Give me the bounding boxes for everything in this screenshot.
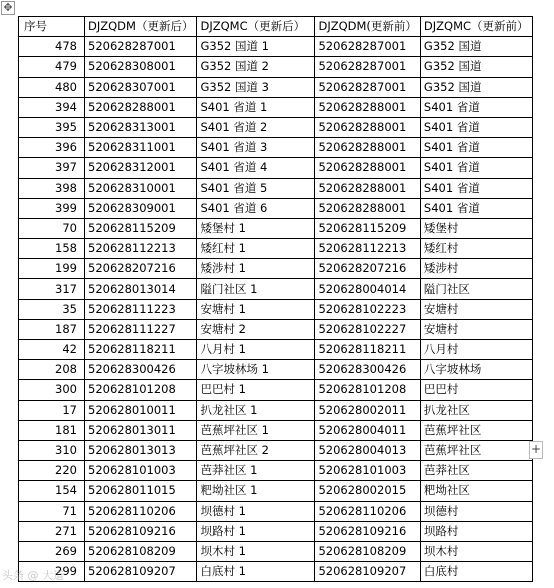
cell-name-before[interactable]: G352 国道 bbox=[420, 77, 532, 97]
cell-name-before[interactable]: 芭蕉坪社区 bbox=[420, 420, 532, 440]
cell-name-before[interactable]: 矮涉村 bbox=[420, 259, 532, 279]
cell-name-after[interactable]: 八字坡林场 1 bbox=[197, 360, 315, 380]
table-row bbox=[19, 481, 533, 501]
cell-code-after[interactable]: 520628111227 bbox=[85, 319, 197, 339]
cell-code-after[interactable]: 520628112213 bbox=[85, 239, 197, 259]
cell-name-before[interactable]: 八月村 bbox=[420, 340, 532, 360]
cell-code-after[interactable]: 520628010011 bbox=[85, 400, 197, 420]
cell-name-after[interactable]: 巴巴村 1 bbox=[197, 380, 315, 400]
cell-index[interactable]: 271 bbox=[19, 521, 85, 541]
cell-code-after[interactable]: 520628308001 bbox=[85, 57, 197, 77]
cell-index[interactable]: 317 bbox=[19, 279, 85, 299]
cell-name-after[interactable]: 扒龙社区 1 bbox=[197, 400, 315, 420]
cell-index[interactable]: 208 bbox=[19, 360, 85, 380]
cell-name-before[interactable]: S401 省道 bbox=[420, 97, 532, 117]
cell-code-after[interactable]: 520628207216 bbox=[85, 259, 197, 279]
cell-index[interactable]: 397 bbox=[19, 158, 85, 178]
cell-code-after[interactable]: 520628108209 bbox=[85, 541, 197, 561]
table-row bbox=[19, 117, 533, 137]
cell-name-before[interactable]: 白底村 bbox=[420, 562, 532, 582]
table-row bbox=[19, 440, 533, 460]
header-cell-name-before: DJZQMC（更新前） bbox=[420, 17, 532, 37]
header-cell-index: 序号 bbox=[19, 17, 85, 37]
cell-code-before[interactable]: 520628109216 bbox=[315, 521, 420, 541]
cell-index[interactable]: 299 bbox=[19, 562, 85, 582]
cell-code-before[interactable]: 520628287001 bbox=[315, 57, 420, 77]
table-row bbox=[19, 218, 533, 238]
table-row bbox=[19, 360, 533, 380]
cell-name-before[interactable]: 安塘村 bbox=[420, 299, 532, 319]
cell-index[interactable]: 479 bbox=[19, 57, 85, 77]
cell-name-after[interactable]: 白底村 1 bbox=[197, 562, 315, 582]
cell-code-after[interactable]: 520628013011 bbox=[85, 420, 197, 440]
cell-name-after[interactable]: S401 省道 1 bbox=[197, 97, 315, 117]
cell-name-after[interactable]: S401 省道 5 bbox=[197, 178, 315, 198]
cell-index[interactable]: 396 bbox=[19, 138, 85, 158]
table-header-row bbox=[19, 17, 533, 37]
cell-index[interactable]: 199 bbox=[19, 259, 85, 279]
table-row bbox=[19, 340, 533, 360]
table-row bbox=[19, 380, 533, 400]
cell-code-before[interactable]: 520628002015 bbox=[315, 481, 420, 501]
table-row bbox=[19, 37, 533, 57]
cell-name-before[interactable]: G352 国道 bbox=[420, 57, 532, 77]
cell-name-after[interactable]: S401 省道 3 bbox=[197, 138, 315, 158]
cell-index[interactable]: 187 bbox=[19, 319, 85, 339]
cell-index[interactable]: 71 bbox=[19, 501, 85, 521]
cell-index[interactable]: 70 bbox=[19, 218, 85, 238]
cell-name-after[interactable]: 坝德村 1 bbox=[197, 501, 315, 521]
table-row bbox=[19, 138, 533, 158]
cell-name-after[interactable]: S401 省道 6 bbox=[197, 198, 315, 218]
cell-code-before[interactable]: 520628101208 bbox=[315, 380, 420, 400]
cell-index[interactable]: 269 bbox=[19, 541, 85, 561]
table-row bbox=[19, 259, 533, 279]
cell-code-before[interactable]: 520628004011 bbox=[315, 420, 420, 440]
cell-code-after[interactable]: 520628312001 bbox=[85, 158, 197, 178]
cell-name-before[interactable]: 坝德村 bbox=[420, 501, 532, 521]
cell-name-before[interactable]: 巴巴村 bbox=[420, 380, 532, 400]
cell-code-before[interactable]: 520628288001 bbox=[315, 198, 420, 218]
cell-code-after[interactable]: 520628313001 bbox=[85, 117, 197, 137]
cell-code-before[interactable]: 520628288001 bbox=[315, 138, 420, 158]
data-table bbox=[18, 16, 533, 582]
cell-index[interactable]: 478 bbox=[19, 37, 85, 57]
cell-code-after[interactable]: 520628101208 bbox=[85, 380, 197, 400]
cell-name-after[interactable]: G352 国道 1 bbox=[197, 37, 315, 57]
header-cell-code-before: DJZQDM(更新前） bbox=[315, 17, 420, 37]
cell-name-before[interactable]: 八字坡林场 bbox=[420, 360, 532, 380]
cell-code-before[interactable]: 520628287001 bbox=[315, 77, 420, 97]
header-cell-code-after: DJZQDM（更新后） bbox=[85, 17, 197, 37]
cell-name-before[interactable]: 安塘村 bbox=[420, 319, 532, 339]
cell-code-before[interactable]: 520628110206 bbox=[315, 501, 420, 521]
cell-code-after[interactable]: 520628288001 bbox=[85, 97, 197, 117]
cell-index[interactable]: 181 bbox=[19, 420, 85, 440]
cell-name-before[interactable]: S401 省道 bbox=[420, 117, 532, 137]
cell-index[interactable]: 35 bbox=[19, 299, 85, 319]
cell-name-before[interactable]: 粑坳社区 bbox=[420, 481, 532, 501]
cell-code-after[interactable]: 520628110206 bbox=[85, 501, 197, 521]
cell-index[interactable]: 310 bbox=[19, 440, 85, 460]
cell-index[interactable]: 395 bbox=[19, 117, 85, 137]
cell-code-after[interactable]: 520628115209 bbox=[85, 218, 197, 238]
cell-name-after[interactable]: 安塘村 2 bbox=[197, 319, 315, 339]
cell-name-before[interactable]: 芭莽社区 bbox=[420, 461, 532, 481]
cell-name-after[interactable]: 芭莽社区 1 bbox=[197, 461, 315, 481]
cell-code-before[interactable]: 520628115209 bbox=[315, 218, 420, 238]
cell-name-before[interactable]: S401 省道 bbox=[420, 158, 532, 178]
cell-name-after[interactable]: 粑坳社区 1 bbox=[197, 481, 315, 501]
table-row bbox=[19, 57, 533, 77]
cell-name-before[interactable]: S401 省道 bbox=[420, 198, 532, 218]
table-row bbox=[19, 239, 533, 259]
cell-code-before[interactable]: 520628101003 bbox=[315, 461, 420, 481]
cell-name-after[interactable]: 芭蕉坪社区 1 bbox=[197, 420, 315, 440]
table-row bbox=[19, 521, 533, 541]
table-row bbox=[19, 461, 533, 481]
cell-index[interactable]: 42 bbox=[19, 340, 85, 360]
cell-code-before[interactable]: 520628118211 bbox=[315, 340, 420, 360]
add-column-icon[interactable]: + bbox=[529, 441, 543, 459]
cell-index[interactable]: 154 bbox=[19, 481, 85, 501]
cell-name-before[interactable]: 坝木村 bbox=[420, 541, 532, 561]
table-body bbox=[19, 17, 533, 582]
table-row bbox=[19, 319, 533, 339]
cell-index[interactable]: 480 bbox=[19, 77, 85, 97]
cell-code-after[interactable]: 520628287001 bbox=[85, 37, 197, 57]
cell-code-after[interactable]: 520628300426 bbox=[85, 360, 197, 380]
cell-code-after[interactable]: 520628311001 bbox=[85, 138, 197, 158]
cell-code-after[interactable]: 520628309001 bbox=[85, 198, 197, 218]
table-row bbox=[19, 420, 533, 440]
cell-code-before[interactable]: 520628002011 bbox=[315, 400, 420, 420]
cell-code-after[interactable]: 520628101003 bbox=[85, 461, 197, 481]
cell-code-after[interactable]: 520628013013 bbox=[85, 440, 197, 460]
table-move-handle-icon[interactable]: ✥ bbox=[1, 1, 15, 15]
cell-name-after[interactable]: 坝木村 1 bbox=[197, 541, 315, 561]
cell-code-before[interactable]: 520628288001 bbox=[315, 117, 420, 137]
watermark: 头条 @ 大道 bbox=[2, 569, 64, 582]
cell-name-after[interactable]: 矮红村 1 bbox=[197, 239, 315, 259]
cell-code-before[interactable]: 520628109207 bbox=[315, 562, 420, 582]
cell-code-before[interactable]: 520628004014 bbox=[315, 279, 420, 299]
cell-name-after[interactable]: S401 省道 4 bbox=[197, 158, 315, 178]
cell-code-after[interactable]: 520628109207 bbox=[85, 562, 197, 582]
cell-code-after[interactable]: 520628109216 bbox=[85, 521, 197, 541]
cell-name-before[interactable]: 芭蕉坪社区 bbox=[420, 440, 532, 460]
cell-index[interactable]: 220 bbox=[19, 461, 85, 481]
cell-code-before[interactable]: 520628207216 bbox=[315, 259, 420, 279]
cell-code-before[interactable]: 520628288001 bbox=[315, 97, 420, 117]
table-row bbox=[19, 158, 533, 178]
cell-code-before[interactable]: 520628108209 bbox=[315, 541, 420, 561]
cell-index[interactable]: 399 bbox=[19, 198, 85, 218]
cell-name-after[interactable]: 坝路村 1 bbox=[197, 521, 315, 541]
cell-name-after[interactable]: 隘门社区 1 bbox=[197, 279, 315, 299]
table-row bbox=[19, 97, 533, 117]
cell-name-after[interactable]: 矮涉村 1 bbox=[197, 259, 315, 279]
cell-name-before[interactable]: S401 省道 bbox=[420, 138, 532, 158]
table-row bbox=[19, 562, 533, 582]
cell-code-before[interactable]: 520628004013 bbox=[315, 440, 420, 460]
cell-code-after[interactable]: 520628111223 bbox=[85, 299, 197, 319]
cell-name-before[interactable]: G352 国道 bbox=[420, 37, 532, 57]
cell-code-before[interactable]: 520628102223 bbox=[315, 299, 420, 319]
cell-code-before[interactable]: 520628288001 bbox=[315, 158, 420, 178]
table-row bbox=[19, 198, 533, 218]
cell-name-before[interactable]: 坝路村 bbox=[420, 521, 532, 541]
cell-name-before[interactable]: 隘门社区 bbox=[420, 279, 532, 299]
cell-code-before[interactable]: 520628112213 bbox=[315, 239, 420, 259]
cell-index[interactable]: 398 bbox=[19, 178, 85, 198]
table-row bbox=[19, 541, 533, 561]
table-row bbox=[19, 299, 533, 319]
cell-index[interactable]: 17 bbox=[19, 400, 85, 420]
cell-name-before[interactable]: S401 省道 bbox=[420, 178, 532, 198]
table-row bbox=[19, 501, 533, 521]
cell-code-before[interactable]: 520628300426 bbox=[315, 360, 420, 380]
table-row bbox=[19, 77, 533, 97]
cell-code-after[interactable]: 520628310001 bbox=[85, 178, 197, 198]
cell-code-after[interactable]: 520628307001 bbox=[85, 77, 197, 97]
table-row bbox=[19, 178, 533, 198]
cell-name-before[interactable]: 矮堡村 bbox=[420, 218, 532, 238]
header-cell-name-after: DJZQMC（更新后） bbox=[197, 17, 315, 37]
cell-code-after[interactable]: 520628011015 bbox=[85, 481, 197, 501]
cell-code-before[interactable]: 520628288001 bbox=[315, 178, 420, 198]
table-row bbox=[19, 400, 533, 420]
table-row bbox=[19, 279, 533, 299]
cell-name-before[interactable]: 扒龙社区 bbox=[420, 400, 532, 420]
cell-code-before[interactable]: 520628287001 bbox=[315, 37, 420, 57]
cell-name-after[interactable]: 八月村 1 bbox=[197, 340, 315, 360]
cell-name-after[interactable]: 安塘村 1 bbox=[197, 299, 315, 319]
cell-name-after[interactable]: 矮堡村 1 bbox=[197, 218, 315, 238]
cell-name-after[interactable]: G352 国道 2 bbox=[197, 57, 315, 77]
cell-code-after[interactable]: 520628118211 bbox=[85, 340, 197, 360]
cell-code-before[interactable]: 520628102227 bbox=[315, 319, 420, 339]
cell-name-after[interactable]: G352 国道 3 bbox=[197, 77, 315, 97]
cell-index[interactable]: 394 bbox=[19, 97, 85, 117]
cell-code-after[interactable]: 520628013014 bbox=[85, 279, 197, 299]
cell-index[interactable]: 300 bbox=[19, 380, 85, 400]
cell-name-before[interactable]: 矮红村 bbox=[420, 239, 532, 259]
cell-name-after[interactable]: 芭蕉坪社区 2 bbox=[197, 440, 315, 460]
cell-index[interactable]: 158 bbox=[19, 239, 85, 259]
cell-name-after[interactable]: S401 省道 2 bbox=[197, 117, 315, 137]
